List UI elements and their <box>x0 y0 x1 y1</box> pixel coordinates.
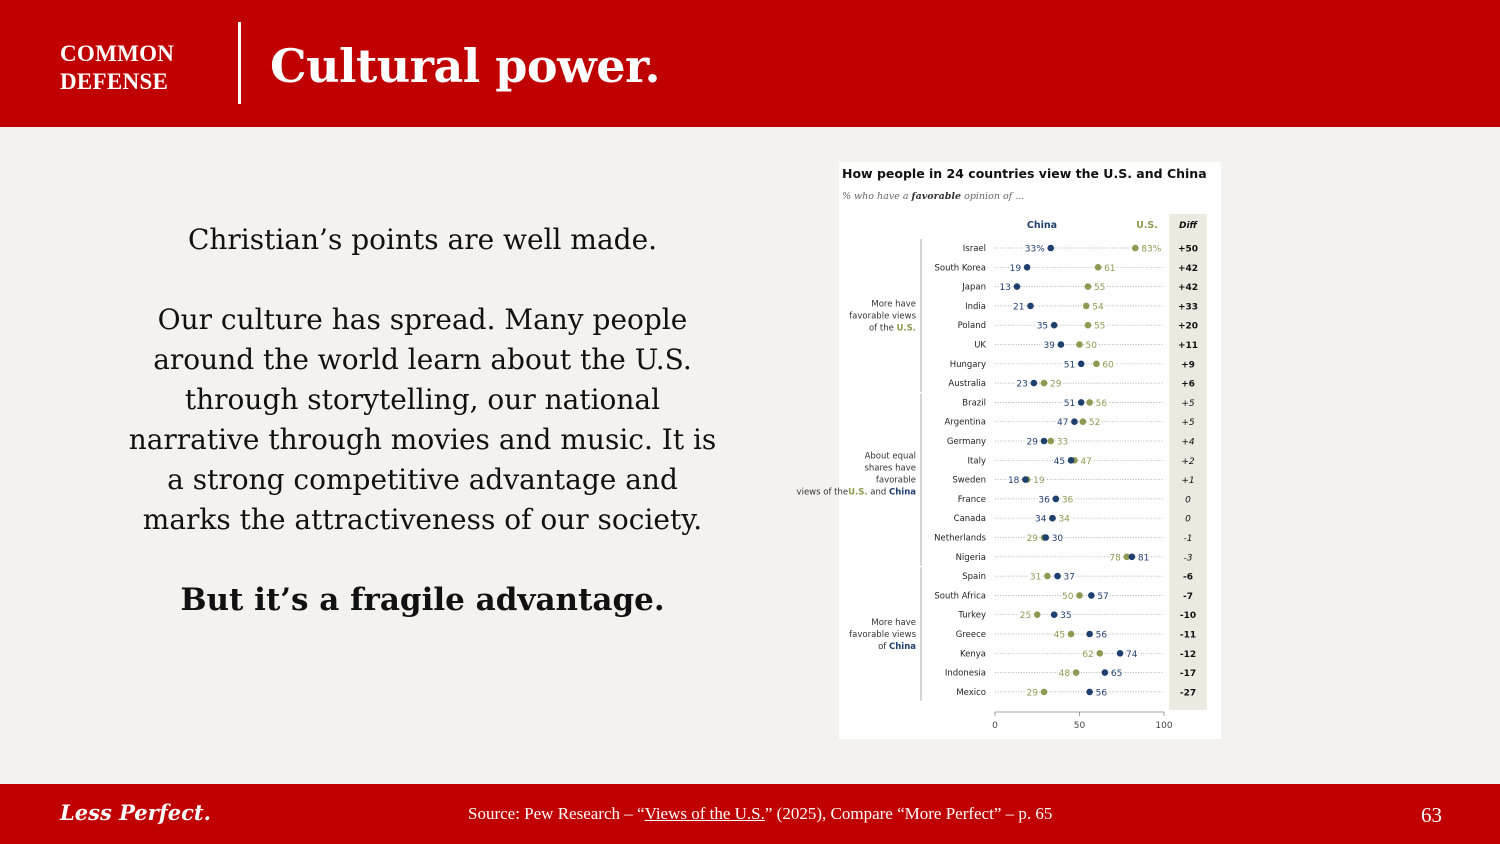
us-dot <box>1086 399 1093 406</box>
china-value-label: 45 <box>1053 456 1066 467</box>
us-dot <box>1044 573 1051 580</box>
diff-value: +42 <box>1177 283 1199 294</box>
china-value-label: 74 <box>1126 649 1138 660</box>
us-dot <box>1132 245 1139 252</box>
us-value-label: 61 <box>1104 263 1116 274</box>
x-axis-tick-label: 50 <box>1073 721 1086 731</box>
country-label: Kenya <box>959 649 986 660</box>
diff-value: +4 <box>1181 437 1195 448</box>
country-label: Turkey <box>958 610 986 621</box>
country-label: Israel <box>962 244 986 254</box>
x-axis-tick-label: 100 <box>1155 721 1173 731</box>
group-label: More have favorable views of the U.S. <box>849 299 916 334</box>
diff-value: -11 <box>1179 630 1197 641</box>
china-dot <box>1054 573 1061 580</box>
section-label-line1: COMMON <box>60 41 175 66</box>
body-paragraph-main: Our culture has spread. Many people around the world learn about the U.S. through storytelling, our national narrative through movies and music. It is a strong competitive advantage and marks the attractiveness of our society. <box>128 303 717 536</box>
us-value-label: 29 <box>1026 534 1039 544</box>
china-dot <box>1014 283 1021 290</box>
china-dot <box>1027 303 1034 310</box>
diff-value: +9 <box>1181 360 1195 371</box>
diff-column-header: Diff <box>1178 221 1198 231</box>
china-dot <box>1024 264 1031 271</box>
china-value-label: 21 <box>1013 302 1025 313</box>
country-label: India <box>965 301 986 312</box>
china-dot <box>1041 438 1048 445</box>
china-dot <box>1129 554 1136 561</box>
country-label: Sweden <box>952 475 986 486</box>
china-value-label: 19 <box>1009 263 1022 274</box>
china-dot <box>1086 689 1093 696</box>
china-value-label: 57 <box>1097 591 1109 602</box>
us-dot <box>1083 303 1090 310</box>
china-value-label: 34 <box>1035 514 1047 525</box>
country-label: Italy <box>967 456 986 467</box>
header-divider <box>238 22 241 104</box>
china-dot <box>1047 245 1054 252</box>
us-value-label: 47 <box>1080 456 1092 467</box>
us-value-label: 56 <box>1095 398 1108 409</box>
china-value-label: 81 <box>1137 553 1150 564</box>
diff-value: -12 <box>1179 649 1197 660</box>
country-label: Hungary <box>949 359 986 370</box>
diff-value: -10 <box>1179 611 1197 622</box>
country-label: Poland <box>957 321 986 332</box>
us-dot <box>1085 322 1092 329</box>
x-axis-tick-label: 0 <box>992 721 998 731</box>
chart-title: How people in 24 countries view the U.S. and China <box>842 166 1207 181</box>
diff-value: -17 <box>1179 669 1197 680</box>
us-value-label: 50 <box>1062 591 1074 602</box>
china-dot <box>1086 631 1093 638</box>
us-value-label: 31 <box>1029 572 1042 583</box>
china-dot <box>1051 322 1058 329</box>
china-value-label: 35 <box>1036 321 1049 332</box>
china-dot <box>1078 361 1085 368</box>
us-value-label: 50 <box>1085 341 1097 351</box>
us-dot <box>1041 380 1048 387</box>
china-value-label: 36 <box>1038 495 1050 506</box>
china-dot <box>1049 515 1056 522</box>
country-label: UK <box>974 340 986 351</box>
country-label: Canada <box>953 514 986 525</box>
country-label: Nigeria <box>955 552 986 563</box>
country-label: Indonesia <box>944 668 986 679</box>
footer-source-link[interactable]: Views of the U.S. <box>644 804 765 823</box>
body-text <box>120 220 725 620</box>
footer-brand: Less Perfect. <box>60 800 211 825</box>
diff-value: +11 <box>1177 341 1199 351</box>
china-dot <box>1042 534 1049 541</box>
us-dot <box>1041 689 1048 696</box>
country-label: Mexico <box>956 687 986 698</box>
us-value-label: 55 <box>1093 321 1106 332</box>
chart-card <box>796 162 1221 739</box>
legend-china: China <box>1026 220 1058 231</box>
diff-value: 0 <box>1185 514 1191 525</box>
us-dot <box>1073 669 1080 676</box>
us-dot <box>1068 631 1075 638</box>
diff-value: -6 <box>1183 572 1193 583</box>
china-value-label: 47 <box>1056 418 1069 429</box>
china-value-label: 51 <box>1063 398 1076 409</box>
chart-subtitle: % who have a favorable opinion of ... <box>842 191 1025 202</box>
diff-value: -3 <box>1183 553 1193 564</box>
header-bar <box>0 0 1500 127</box>
body-paragraph-intro: Christian’s points are well made. <box>187 223 658 256</box>
diff-value: +6 <box>1181 379 1195 390</box>
legend-us: U.S. <box>1136 220 1158 231</box>
us-value-label: 60 <box>1102 360 1114 371</box>
us-dot <box>1095 264 1102 271</box>
us-value-label: 19 <box>1033 476 1045 487</box>
country-label: Greece <box>955 630 986 640</box>
china-dot <box>1058 341 1065 348</box>
us-value-label: 52 <box>1088 418 1101 429</box>
china-value-label: 35 <box>1060 611 1072 622</box>
china-value-label: 33% <box>1024 244 1045 255</box>
china-dot <box>1022 476 1029 483</box>
us-value-label: 54 <box>1092 302 1104 313</box>
china-value-label: 18 <box>1007 476 1020 487</box>
footer-source-prefix: Source: Pew Research – “ <box>468 804 645 823</box>
us-dot <box>1076 592 1083 599</box>
country-label: Australia <box>948 379 986 390</box>
country-label: South Korea <box>934 263 986 274</box>
us-value-label: 45 <box>1053 630 1066 641</box>
diff-value: +1 <box>1181 476 1195 487</box>
footer-bar <box>0 784 1500 844</box>
us-dot <box>1080 418 1087 425</box>
china-dot <box>1117 650 1124 657</box>
us-value-label: 48 <box>1058 669 1071 680</box>
page-number: 63 <box>1421 803 1442 827</box>
body-paragraph-conclusion: But it’s a fragile advantage. <box>180 582 665 618</box>
us-value-label: 29 <box>1050 379 1062 390</box>
diff-value: +5 <box>1181 418 1195 429</box>
diff-value: 0 <box>1185 495 1191 506</box>
china-dot <box>1068 457 1075 464</box>
section-label <box>60 40 230 96</box>
country-label: France <box>957 494 986 505</box>
footer-source <box>468 804 1052 824</box>
us-value-label: 62 <box>1082 649 1094 660</box>
us-dot <box>1034 611 1041 618</box>
us-value-label: 25 <box>1019 611 1032 622</box>
diff-value: +2 <box>1181 456 1195 467</box>
china-dot <box>1051 611 1058 618</box>
china-dot <box>1088 592 1095 599</box>
china-value-label: 56 <box>1095 688 1108 699</box>
diff-value: +50 <box>1177 244 1199 255</box>
diff-value: -7 <box>1183 591 1193 602</box>
diff-value: -27 <box>1179 688 1197 699</box>
us-dot <box>1047 438 1054 445</box>
china-value-label: 30 <box>1051 534 1064 544</box>
us-dot <box>1093 361 1100 368</box>
china-value-label: 13 <box>999 283 1011 294</box>
country-label: Japan <box>962 282 986 293</box>
us-dot <box>1096 650 1103 657</box>
china-dot <box>1071 418 1078 425</box>
country-label: Netherlands <box>934 533 986 544</box>
us-value-label: 78 <box>1109 553 1121 564</box>
diff-value: +42 <box>1177 263 1199 274</box>
page-title: Cultural power. <box>270 39 660 93</box>
footer-source-suffix: ” (2025), Compare “More Perfect” – p. 65 <box>764 804 1053 823</box>
china-value-label: 23 <box>1016 379 1028 390</box>
diff-value: +33 <box>1177 302 1199 313</box>
us-value-label: 83% <box>1141 244 1162 255</box>
group-label: About equal shares have favorable views of theU.S. and China <box>796 451 916 498</box>
us-value-label: 33 <box>1056 437 1069 448</box>
country-label: Germany <box>946 437 986 447</box>
us-dot <box>1085 283 1092 290</box>
country-label: Brazil <box>962 398 986 409</box>
us-value-label: 29 <box>1026 688 1039 699</box>
china-dot <box>1102 669 1109 676</box>
china-value-label: 39 <box>1043 341 1055 351</box>
group-label: More have favorable views of China <box>849 618 916 652</box>
section-label-line2: DEFENSE <box>60 69 169 94</box>
us-value-label: 55 <box>1093 283 1106 294</box>
china-value-label: 29 <box>1026 437 1039 448</box>
diff-value: -1 <box>1183 534 1193 544</box>
china-value-label: 51 <box>1063 360 1076 371</box>
china-dot <box>1078 399 1085 406</box>
dot-plot-chart <box>796 162 1221 739</box>
country-label: Spain <box>962 572 986 583</box>
us-value-label: 34 <box>1058 514 1070 525</box>
china-value-label: 37 <box>1063 572 1075 583</box>
diff-value: +20 <box>1177 321 1199 332</box>
china-value-label: 56 <box>1095 630 1108 641</box>
diff-value: +5 <box>1181 398 1195 409</box>
china-dot <box>1053 496 1060 503</box>
us-dot <box>1076 341 1083 348</box>
country-label: South Africa <box>934 591 986 602</box>
us-value-label: 36 <box>1061 495 1074 506</box>
china-dot <box>1031 380 1038 387</box>
country-label: Argentina <box>944 417 986 428</box>
china-value-label: 65 <box>1110 669 1123 680</box>
